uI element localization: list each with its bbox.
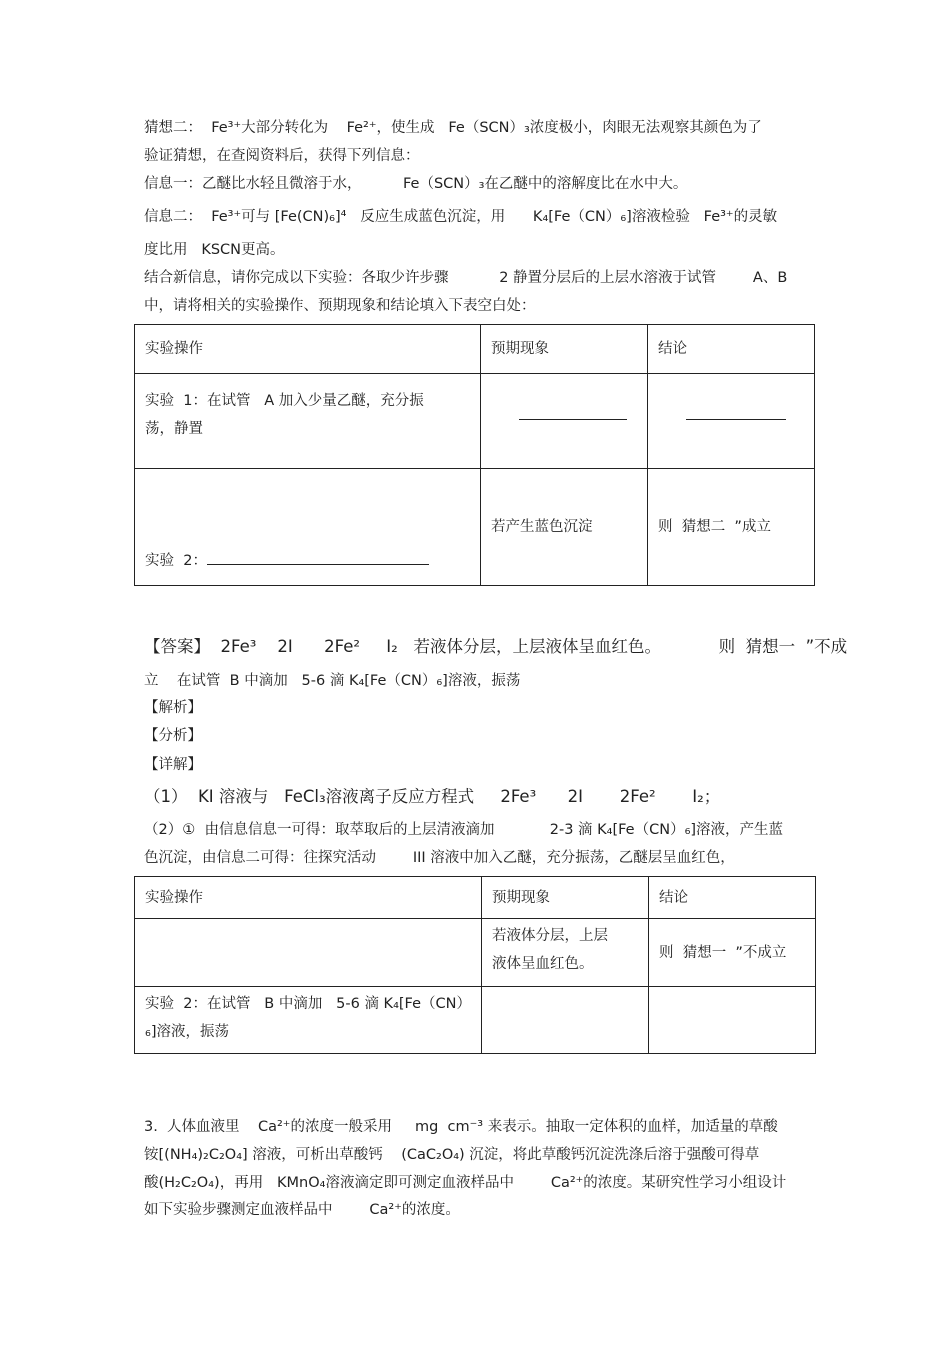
table1-row1-operation: 实验 1：在试管 A 加入少量乙醚，充分振 荡，静置 [135,374,481,469]
question-3-line-1: 3. 人体血液里 Ca²⁺的浓度一般采用 mg cm⁻³ 来表示。抽取一定体积的血样，加适量的草酸 [144,1119,778,1135]
table2-header-operation: 实验操作 [135,877,482,919]
detail-line-3: 色沉淀，由信息二可得：往探究活动 III 溶液中加入乙醚，充分振荡，乙醚层呈血红色， [144,850,735,866]
instruction-line-2: 中，请将相关的实验操作、预期现象和结论填入下表空白处： [144,298,536,314]
table2-row1-conclusion: 则 猜想一 ”不成立 [648,919,815,987]
table2-row1-operation [135,919,482,987]
detail-line-2: （2）① 由信息信息一可得：取萃取后的上层清液滴加 2-3 滴 K₄[Fe（CN）₆]溶液，产生蓝 [144,822,784,838]
answer-line-2: 立 在试管 B 中滴加 5-6 滴 K₄[Fe（CN）₆]溶液，振荡 [144,673,521,689]
table1-row2-operation: 实验 2： [145,553,207,569]
table1-header-operation: 实验操作 [135,325,481,374]
analysis-heading: 【解析】 [144,700,202,716]
experiment-table-2 [134,876,816,1054]
table1-row1-observation-cell [481,374,648,469]
experiment-table-1 [134,324,815,586]
answer-blank[interactable] [686,405,786,420]
table1-header-conclusion: 结论 [648,325,815,374]
table1-row2-conclusion: 则 猜想二 ”成立 [648,469,815,586]
info-two-line-2: 度比用 KSCN更高。 [144,242,285,258]
question-3-line-4: 如下实验步骤测定血液样品中 Ca²⁺的浓度。 [144,1202,460,1218]
hypothesis-two-line: 猜想二： Fe³⁺大部分转化为 Fe²⁺，使生成 Fe（SCN）₃浓度极小，肉眼无法观察其颜色为了 [144,120,762,136]
info-one-line: 信息一：乙醚比水轻且微溶于水， Fe（SCN）₃在乙醚中的溶解度比在水中大。 [144,176,688,192]
table1-row2-operation-cell [135,469,481,586]
table1-row2-observation: 若产生蓝色沉淀 [481,469,648,586]
instruction-line: 结合新信息，请你完成以下实验：各取少许步骤 2 静置分层后的上层水溶液于试管 A、B [144,270,788,286]
info-two-line: 信息二： Fe³⁺可与 [Fe(CN)₆]⁴ 反应生成蓝色沉淀，用 K₄[Fe（CN）₆]溶液检验 Fe³⁺的灵敏 [144,209,778,225]
hypothesis-two-line-2: 验证猜想，在查阅资料后，获得下列信息： [144,148,420,164]
table1-header-observation: 预期现象 [481,325,648,374]
detail-line-1: （1） KI 溶液与 FeCl₃溶液离子反应方程式 2Fe³ 2I 2Fe² I₂； [144,787,721,806]
table2-row2-observation [481,987,648,1054]
table1-row1-conclusion-cell [648,374,815,469]
detail-heading: 【详解】 [144,757,202,773]
answer-line: 【答案】 2Fe³ 2I 2Fe² I₂ 若液体分层，上层液体呈血红色。 则 猜想一 ”不成 [144,637,848,656]
table2-row2-operation: 实验 2：在试管 B 中滴加 5-6 滴 K₄[Fe（CN） ₆]溶液，振荡 [135,987,482,1054]
answer-blank[interactable] [519,405,627,420]
question-3-line-2: 铵[(NH₄)₂C₂O₄] 溶液，可析出草酸钙 (CaC₂O₄) 沉淀，将此草酸钙沉淀洗涤后溶于强酸可得草 [144,1147,760,1163]
table2-row1-observation: 若液体分层，上层 液体呈血红色。 [481,919,648,987]
table2-header-conclusion: 结论 [648,877,815,919]
table2-header-observation: 预期现象 [481,877,648,919]
answer-blank[interactable] [207,550,429,565]
question-3-line-3: 酸(H₂C₂O₄)，再用 KMnO₄溶液滴定即可测定血液样品中 Ca²⁺的浓度。某研究性学习小组设计 [144,1175,787,1191]
table2-row2-conclusion [648,987,815,1054]
breakdown-heading: 【分析】 [144,728,202,744]
